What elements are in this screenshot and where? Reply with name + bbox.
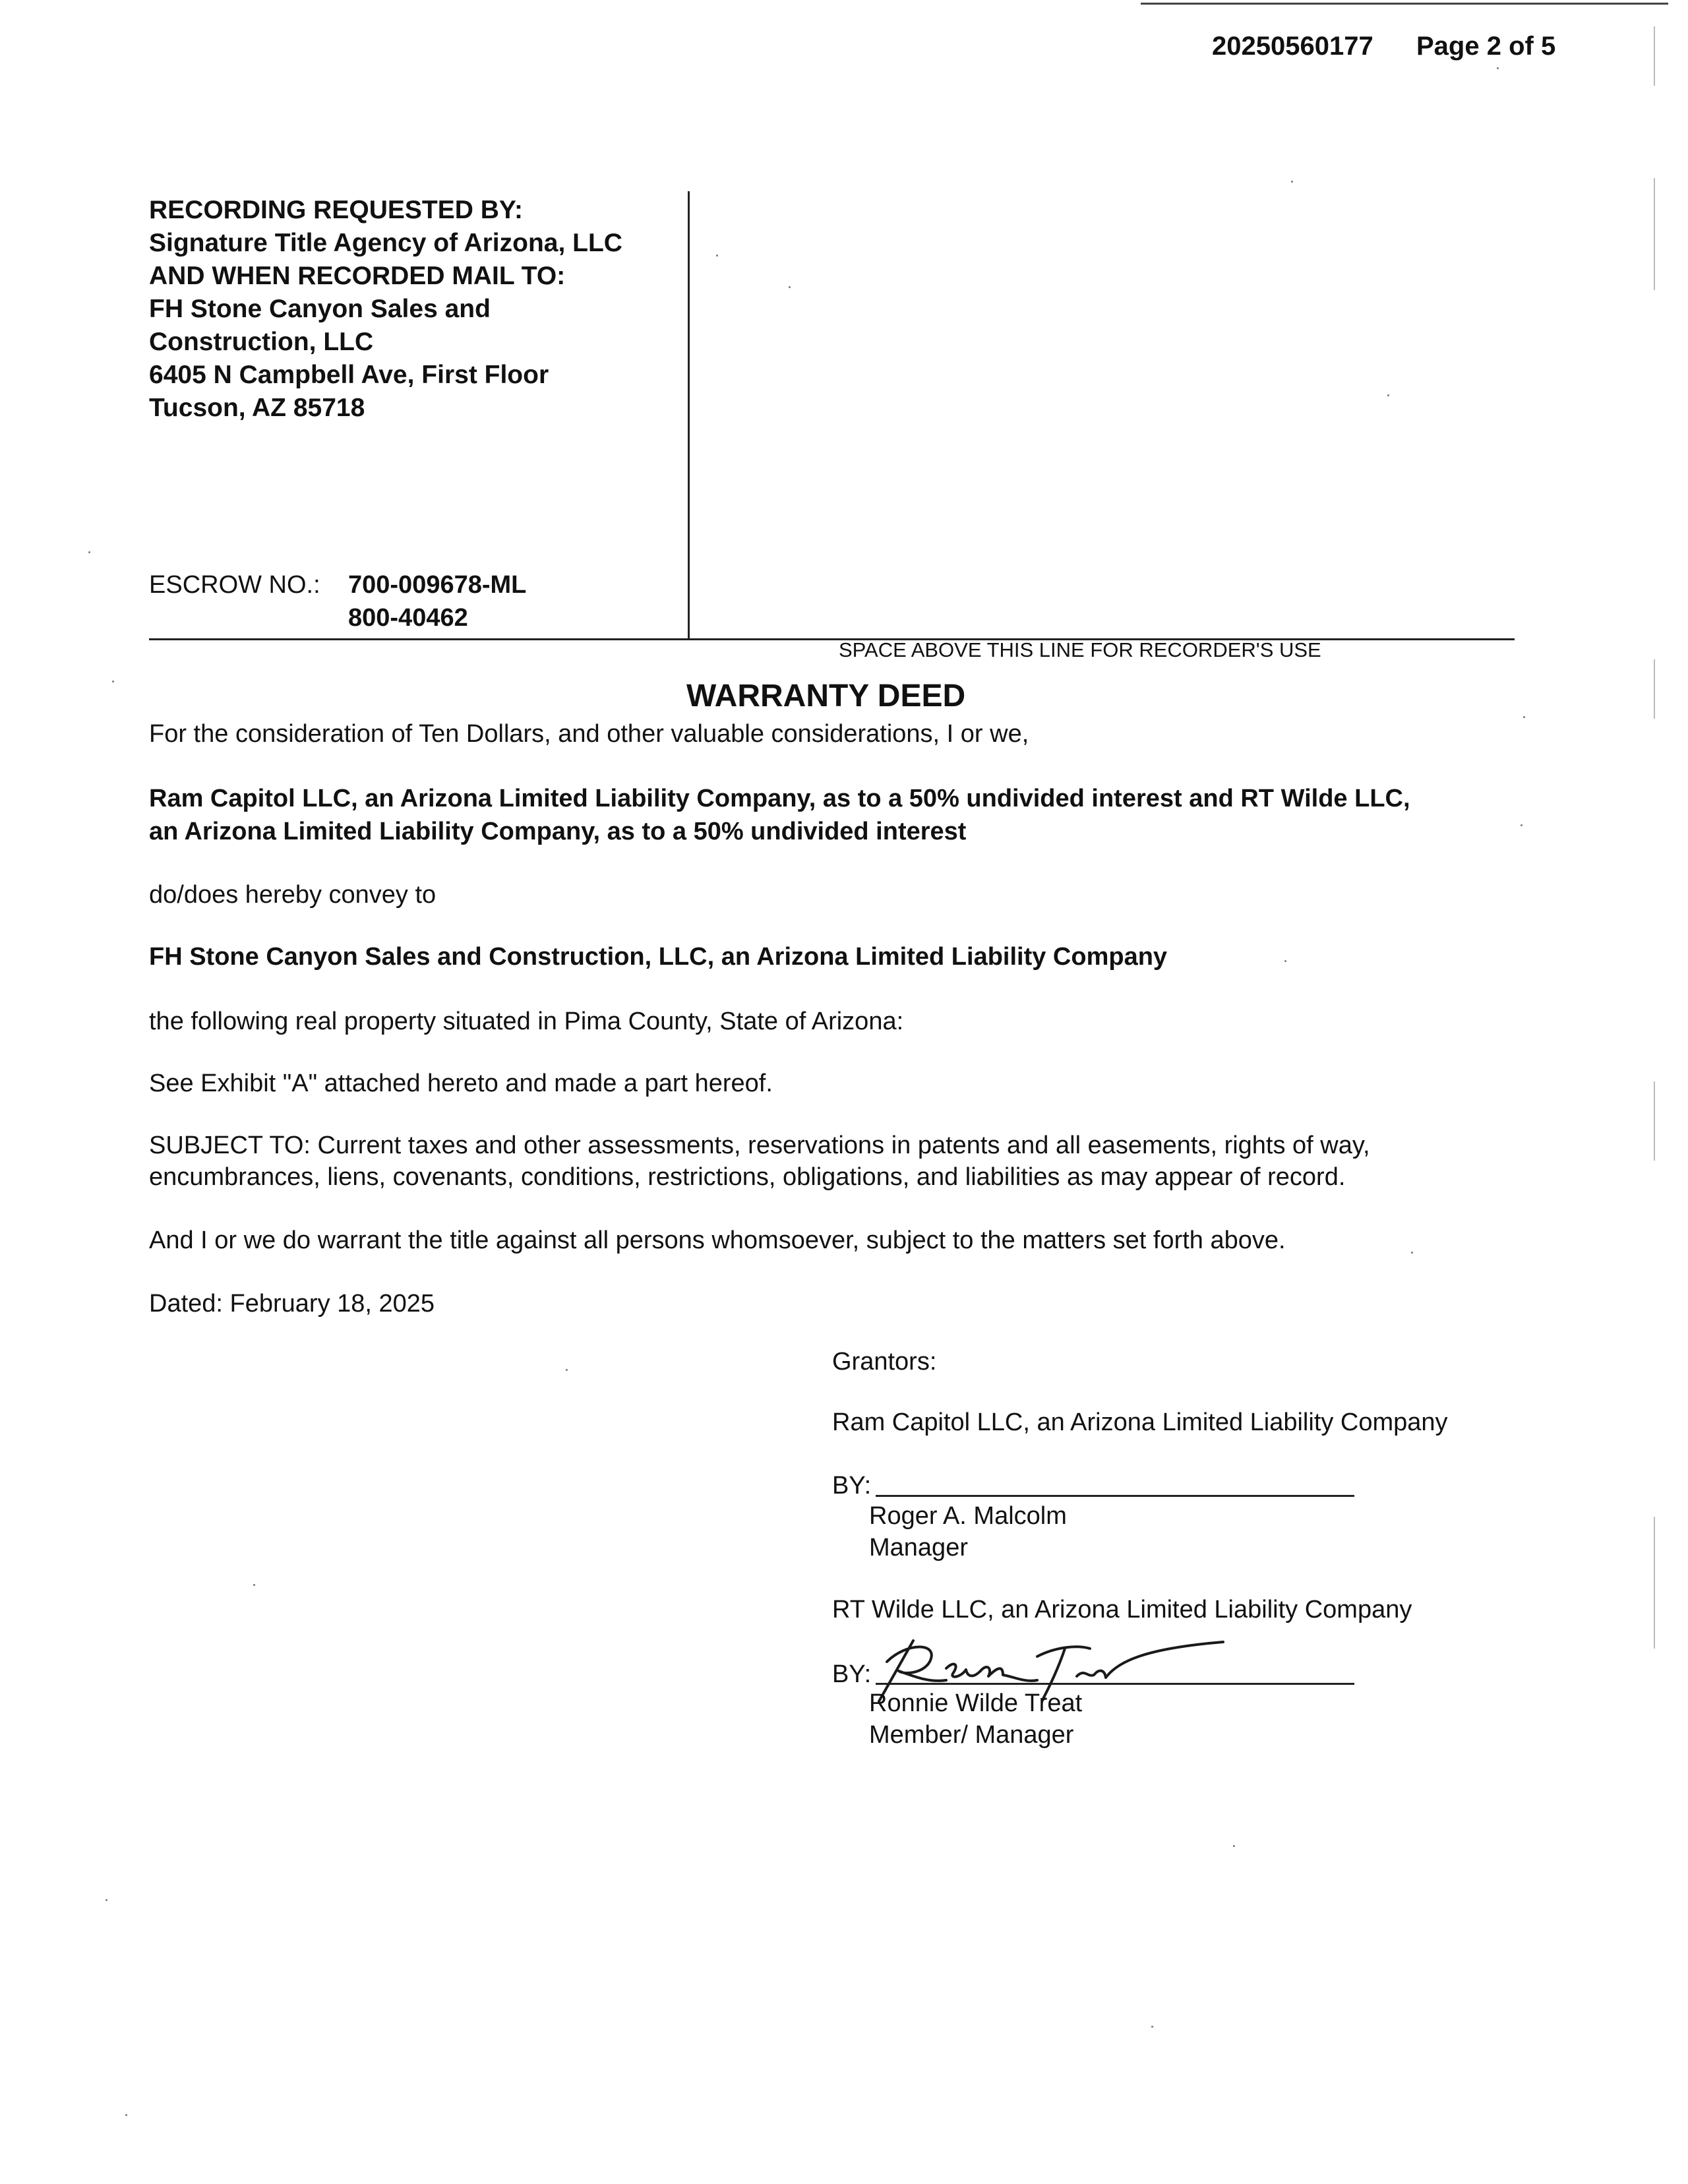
recorder-note: SPACE ABOVE THIS LINE FOR RECORDER'S USE xyxy=(839,638,1321,661)
document-title: WARRANTY DEED xyxy=(686,679,966,713)
scan-speck xyxy=(125,2114,127,2116)
scan-speck xyxy=(1497,67,1499,69)
mail-to-name-line-2: Construction, LLC xyxy=(149,328,374,356)
warrant-text: And I or we do warrant the title against all persons whomsoever, subject to the matters set forth above. xyxy=(149,1227,1286,1254)
scan-speck xyxy=(253,1584,255,1586)
mail-to-name-line-1: FH Stone Canyon Sales and xyxy=(149,295,491,323)
property-text: the following real property situated in Pima County, State of Arizona: xyxy=(149,1008,904,1035)
signer-1-name: Roger A. Malcolm xyxy=(869,1502,1067,1530)
margin-scan-mark xyxy=(1654,1081,1655,1161)
grantor-entity-2: RT Wilde LLC, an Arizona Limited Liability Company xyxy=(832,1596,1412,1623)
scan-speck xyxy=(1411,1252,1413,1254)
by-label-2: BY: xyxy=(832,1660,872,1688)
scan-speck xyxy=(1387,394,1389,396)
grantors-text-line-1: Ram Capitol LLC, an Arizona Limited Liability Company, as to a 50% undivided interest and RT Wilde LLC, xyxy=(149,785,1410,812)
document-number: 20250560177 xyxy=(1212,32,1373,61)
scan-speck xyxy=(1291,181,1293,183)
signer-2-title: Member/ Manager xyxy=(869,1721,1074,1749)
scan-speck xyxy=(716,255,718,257)
scan-speck xyxy=(1284,960,1286,962)
scan-speck xyxy=(112,681,114,682)
convey-text: do/does hereby convey to xyxy=(149,881,437,909)
margin-scan-mark xyxy=(1654,26,1655,86)
scan-speck xyxy=(88,551,90,553)
recording-requested-label: RECORDING REQUESTED BY: xyxy=(149,196,523,224)
margin-scan-mark xyxy=(1654,178,1655,290)
consideration-text: For the consideration of Ten Dollars, and other valuable considerations, I or we, xyxy=(149,720,1029,748)
top-edge-rule xyxy=(1141,3,1668,5)
scan-speck xyxy=(1233,1845,1235,1847)
signer-1-title: Manager xyxy=(869,1534,968,1562)
subject-to-line-2: encumbrances, liens, covenants, conditions, restrictions, obligations, and liabilities as may appear of record. xyxy=(149,1163,1346,1191)
escrow-number-1: 700-009678-ML xyxy=(348,571,527,599)
signature-line-1 xyxy=(876,1495,1354,1497)
scan-speck xyxy=(789,286,791,288)
recorder-box-divider xyxy=(688,191,690,638)
scan-speck xyxy=(566,1369,568,1371)
page-indicator: Page 2 of 5 xyxy=(1416,32,1556,61)
grantors-text-line-2: an Arizona Limited Liability Company, as to a 50% undivided interest xyxy=(149,818,967,845)
mail-to-label: AND WHEN RECORDED MAIL TO: xyxy=(149,262,566,290)
scan-speck xyxy=(1521,824,1522,826)
mail-to-city: Tucson, AZ 85718 xyxy=(149,394,365,422)
grantor-entity-1: Ram Capitol LLC, an Arizona Limited Liability Company xyxy=(832,1409,1448,1436)
signer-2-name: Ronnie Wilde Treat xyxy=(869,1689,1083,1717)
margin-scan-mark xyxy=(1654,659,1655,719)
grantors-label: Grantors: xyxy=(832,1348,937,1376)
margin-scan-mark xyxy=(1654,1517,1655,1649)
dated-text: Dated: February 18, 2025 xyxy=(149,1290,435,1318)
scan-speck xyxy=(106,1899,107,1901)
scan-speck xyxy=(1151,2026,1153,2028)
recording-block xyxy=(149,194,622,425)
scan-speck xyxy=(1523,716,1525,718)
escrow-label: ESCROW NO.: xyxy=(149,571,320,599)
exhibit-text: See Exhibit "A" attached hereto and made a part hereof. xyxy=(149,1070,773,1097)
grantee-text: FH Stone Canyon Sales and Construction, LLC, an Arizona Limited Liability Company xyxy=(149,943,1168,971)
by-label-1: BY: xyxy=(832,1472,872,1500)
subject-to-line-1: SUBJECT TO: Current taxes and other assessments, reservations in patents and all easements, rights of way, xyxy=(149,1132,1370,1159)
requesting-agency: Signature Title Agency of Arizona, LLC xyxy=(149,229,622,257)
escrow-number-2: 800-40462 xyxy=(348,604,468,632)
mail-to-street: 6405 N Campbell Ave, First Floor xyxy=(149,361,549,389)
